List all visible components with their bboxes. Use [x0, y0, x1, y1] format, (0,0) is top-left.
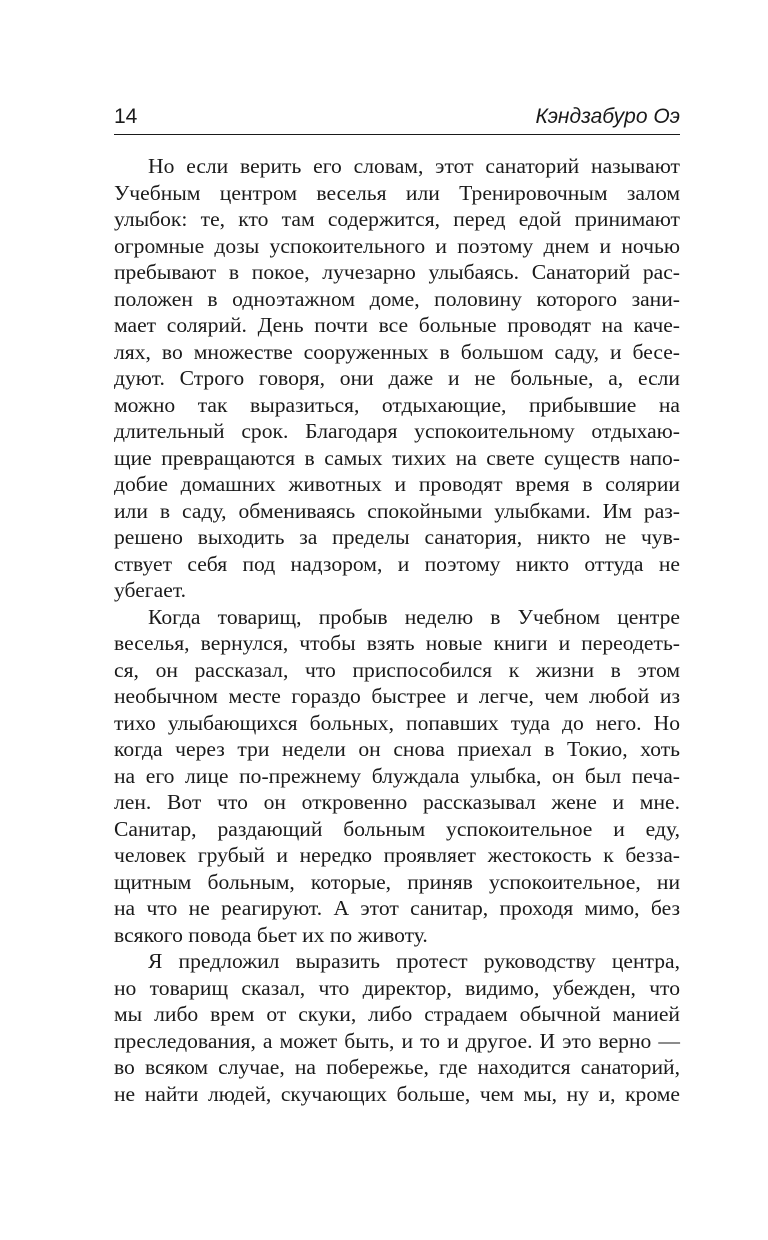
text-line: на что не реагируют. А этот санитар, проходя мимо, без: [114, 896, 680, 920]
text-line: на его лице по-прежнему блуждала улыбка, он был печа-: [114, 763, 680, 788]
text-line: веселья, вернулся, чтобы взять новые книги и переодеть-: [114, 631, 680, 655]
text-line: убегает.: [114, 578, 187, 602]
text-line: решено выходить за пределы санатория, никто не чув-: [114, 525, 680, 549]
text-line: пребывают в покое, лучезарно улыбаясь. Санаторий рас-: [114, 260, 680, 284]
text-line: необычном месте гораздо быстрее и легче, чем любой из: [114, 684, 680, 708]
text-line: лен. Вот что он откровенно рассказывал жене и мне.: [114, 790, 680, 814]
text-line: мы либо врем от скуки, либо страдаем обычной манией: [114, 1002, 680, 1026]
text-line: всякого повода бьет их по животу.: [114, 922, 428, 947]
text-line: Я предложил выразить протест руководству центра,: [148, 949, 680, 973]
text-line: во всяком случае, на побережье, где находится санаторий,: [114, 1055, 680, 1079]
paragraph: [114, 153, 680, 604]
text-line: длительный срок. Благодаря успокоительному отдыхаю-: [114, 419, 680, 443]
text-line: дуют. Строго говоря, они даже и не больные, а, если: [114, 366, 680, 390]
text-line: преследования, а может быть, и то и другое. И это верно —: [114, 1028, 680, 1053]
text-line: щитным больным, которые, приняв успокоительное, ни: [114, 869, 680, 894]
text-line: добие домашних животных и проводят время в солярии: [114, 472, 680, 496]
text-line: лях, во множестве сооруженных в большом саду, и бесе-: [114, 339, 680, 364]
paragraph: [114, 604, 680, 949]
text-line: положен в одноэтажном доме, половину которого зани-: [114, 286, 680, 311]
text-line: Санитар, раздающий больным успокоительное и еду,: [114, 816, 680, 841]
text-line: тихо улыбающихся больных, попавших туда до него. Но: [114, 710, 680, 735]
page-number: 14: [114, 105, 138, 128]
paragraph: [114, 948, 680, 1107]
text-line: огромные дозы успокоительного и поэтому днем и ночью: [114, 233, 680, 258]
text-line: или в саду, обмениваясь спокойными улыбками. Им раз-: [114, 498, 680, 523]
text-line: Но если верить его словам, этот санаторий называют: [148, 154, 680, 178]
text-line: Учебным центром веселья или Тренировочным залом: [114, 180, 680, 205]
text-line: ствует себя под надзором, и поэтому никто оттуда не: [114, 551, 680, 576]
book-author: Кэндзабуро Оэ: [535, 105, 680, 128]
book-page: [114, 100, 680, 1107]
text-line: но товарищ сказал, что директор, видимо, убежден, что: [114, 975, 680, 1000]
text-line: улыбок: те, кто там содержится, перед едой принимают: [114, 207, 680, 231]
text-line: щие превращаются в самых тихих на свете существ напо-: [114, 445, 680, 470]
text-line: когда через три недели он снова приехал в Токио, хоть: [114, 737, 680, 761]
text-line: Когда товарищ, пробыв неделю в Учебном центре: [148, 604, 680, 629]
text-line: не найти людей, скучающих больше, чем мы, ну и, кроме: [114, 1081, 680, 1106]
text-line: ся, он рассказал, что приспособился к жизни в этом: [114, 657, 680, 682]
text-line: человек грубый и нередко проявляет жестокость к безза-: [114, 843, 680, 867]
body-text: [114, 153, 680, 1107]
text-line: можно так выразиться, отдыхающие, прибывшие на: [114, 392, 680, 417]
text-line: мает солярий. День почти все больные проводят на каче-: [114, 313, 680, 337]
running-head: [114, 100, 680, 135]
